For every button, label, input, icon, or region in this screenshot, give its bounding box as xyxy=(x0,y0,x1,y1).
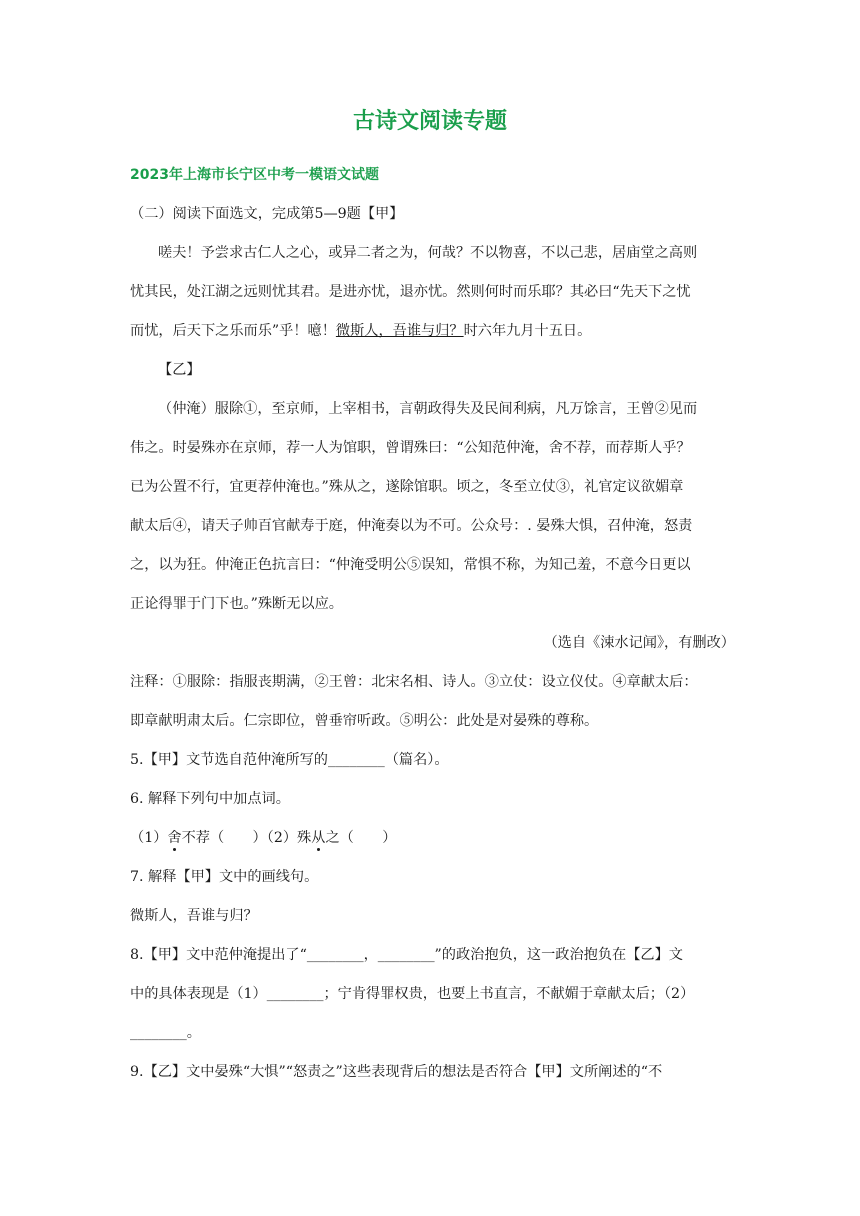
q6-item-text: 不荐（ ）（2）殊 xyxy=(181,830,312,846)
yi-text-line: 伟之。时晏殊亦在京师，荐一人为馆职，曾谓殊曰：“公知范仲淹，舍不荐，而荐斯人乎？ xyxy=(130,440,691,456)
section-intro: （二）阅读下面选文，完成第5—9题【甲】 xyxy=(130,206,404,222)
yi-text-line: 正论得罪于门下也。”殊断无以应。 xyxy=(130,596,343,612)
yi-label: 【乙】 xyxy=(158,362,201,378)
question-6-items xyxy=(130,828,740,848)
underlined-sentence: 微斯人，吾谁与归？ xyxy=(335,323,464,339)
question-5: 5.【甲】文节选自范仲淹所写的________（篇名）。 xyxy=(130,752,449,768)
question-7: 7. 解释【甲】文中的画线句。 xyxy=(130,869,319,885)
jia-text-line: 嗟夫！予尝求古仁人之心，或异二者之为，何哉？不以物喜，不以己悲，居庙堂之高则 xyxy=(158,245,698,261)
yi-text-line: 已为公置不行，宜更荐仲淹也。”殊从之，遂除馆职。顷之，冬至立仗③，礼官定议欲媚章 xyxy=(130,479,684,495)
jia-text-line xyxy=(130,321,740,341)
yi-text-line: （仲淹）服除①，至京师，上宰相书，言朝政得失及民间利病，凡万馀言，王曾②见而 xyxy=(158,401,698,417)
jia-text-line: 忧其民，处江湖之远则忧其君。是进亦忧，退亦忧。然则何时而乐耶？其必曰“先天下之忧 xyxy=(130,284,691,300)
question-9: 9.【乙】文中晏殊“大惧”“怒责之”这些表现背后的想法是否符合【甲】文所阐述的“不 xyxy=(130,1064,663,1080)
jia-text-segment: 时六年九月十五日。 xyxy=(463,323,592,339)
page-title: 古诗文阅读专题 xyxy=(352,109,507,134)
exam-subtitle: 2023年上海市长宁区中考一模语文试题 xyxy=(130,167,379,183)
notes-line: 即章献明肃太后。仁宗即位，曾垂帘听政。⑤明公：此处是对晏殊的尊称。 xyxy=(130,713,599,729)
question-8: 8.【甲】文中范仲淹提出了“________，________”的政治抱负，这一政治抱负在【乙】文 xyxy=(130,947,683,963)
dotted-word: 舍 xyxy=(167,830,182,846)
question-8: 中的具体表现是（1）________；宁肯得罪权贵，也要上书直言，不献媚于章献太后；（2） xyxy=(130,986,695,1002)
question-8: ________。 xyxy=(130,1025,201,1041)
question-6: 6. 解释下列句中加点词。 xyxy=(130,791,290,807)
question-7-sentence: 微斯人，吾谁与归？ xyxy=(130,908,258,924)
jia-text-segment: 而忧，后天下之乐而乐”乎！噫！ xyxy=(130,323,336,339)
yi-text-line: 之，以为狂。仲淹正色抗言曰：“仲淹受明公⑤误知，常惧不称，为知己羞，不意今日更以 xyxy=(130,557,691,573)
q6-item-text: （1） xyxy=(130,830,168,846)
dotted-word: 从 xyxy=(311,830,326,846)
source-citation: （选自《涑水记闻》，有删改） xyxy=(543,635,735,651)
notes-line: 注释：①服除：指服丧期满，②王曾：北宋名相、诗人。③立仗：设立仪仗。④章献太后： xyxy=(130,674,698,690)
q6-item-text: 之（ ） xyxy=(325,830,397,846)
yi-text-line: 献太后④，请天子帅百官献寿于庭，仲淹奏以为不可。公众号：. 晏殊大惧，召仲淹，怒责 xyxy=(130,518,693,534)
